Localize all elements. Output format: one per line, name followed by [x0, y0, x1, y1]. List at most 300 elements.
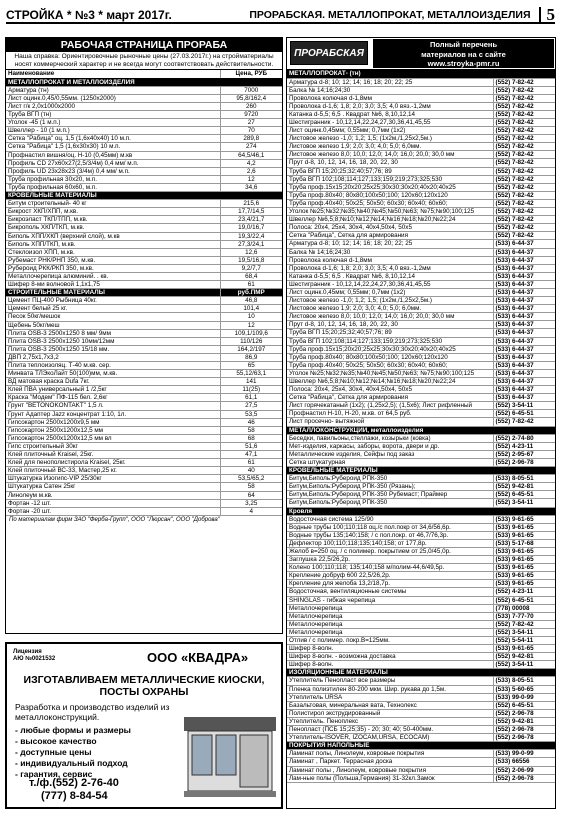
item-name: Желоб в=250 оц. / с полимер. покрытием от 25,0/45,0р.: [287, 547, 493, 555]
supplier-row: [287, 701, 555, 709]
item-name: Цемент ПЦ-400 Рыбница 40кг.: [6, 297, 220, 305]
item-value: (533) 9-61-65: [493, 645, 555, 653]
item-name: Листовое железо 8,0; 10,0; 12,0; 14,0; 16,0; 20,0; 30,0 мм: [287, 313, 493, 321]
item-name: Сетка "Рабица", Сетка для армирования: [287, 232, 493, 240]
item-value: 4: [220, 507, 282, 515]
supplier-row: [287, 248, 555, 256]
supplier-row: [287, 572, 555, 580]
item-value: (533) 9-61-65: [493, 564, 555, 572]
supplier-row: [287, 653, 555, 661]
price-row: [6, 386, 282, 394]
item-value: 40: [220, 467, 282, 475]
item-name: Труба проф.15х15;20х20;25х25;30х30;30х20;40х20;40х25: [287, 183, 493, 191]
item-value: (533) 5-17-68: [493, 539, 555, 547]
item-value: 27,3/24,1: [220, 240, 282, 248]
item-value: 110/126: [220, 337, 282, 345]
item-value: (552) 7-82-42: [493, 135, 555, 143]
supplier-row: [287, 159, 555, 167]
supplier-row: [287, 475, 555, 483]
section-header: [6, 78, 282, 86]
section-title: МЕТАЛЛОПРОКАТ- (тн): [287, 70, 555, 78]
item-name: Ламинат полы , Линолеум, ковровые покрытия: [287, 766, 493, 774]
supplier-row: [287, 628, 555, 636]
item-name: ВД матовая краска Dufa 7кг.: [6, 378, 220, 386]
item-name: ДВП 2,75х1,7х3,2: [6, 353, 220, 361]
item-name: Штукатурка Сатен 25кг: [6, 483, 220, 491]
supplier-row: [287, 127, 555, 135]
item-value: 34,6: [220, 183, 282, 191]
item-name: Битум,Биполь:Рубероид РПК-350: [287, 499, 493, 507]
item-name: Труба ВГП 15;20;25;32;40;57;76; 89: [287, 167, 493, 175]
price-row: [6, 119, 282, 127]
section-header: [287, 426, 555, 434]
item-value: (552) 7-82-42: [493, 110, 555, 118]
item-name: Лист г/к 2,0х1000х2000: [6, 103, 220, 111]
supplier-row: [287, 143, 555, 151]
item-name: Листовое железо 1,9; 2,0; 3,0; 4,0; 5,0; 6,0мм.: [287, 143, 493, 151]
item-value: (552) 3-54-11: [493, 402, 555, 410]
supplier-row: [287, 580, 555, 588]
item-value: 17,7/14,5: [220, 208, 282, 216]
price-row: [6, 264, 282, 272]
supplier-row: [287, 645, 555, 653]
supplier-row: [287, 183, 555, 191]
price-row: [6, 111, 282, 119]
supplier-row: [287, 596, 555, 604]
price-row: [6, 345, 282, 353]
price-row: [6, 491, 282, 499]
supplier-row: [287, 297, 555, 305]
item-name: Балка № 14;16;24;30: [287, 86, 493, 94]
item-value: (552) 7-82-42: [493, 216, 555, 224]
item-name: Плита OSB-3 2500х1250 10мм/12мм: [6, 337, 220, 345]
item-name: Грунт Адаптер Jazz концентрат 1:10, 1л.: [6, 410, 220, 418]
item-name: Гипсокартон 2500х1200х12,5 мм вл: [6, 434, 220, 442]
item-value: (533) 6-44-37: [493, 361, 555, 369]
item-name: Водные трубы 100;110;118 оц./с пол.покр от 34,6/56,6р.: [287, 523, 493, 531]
site-url[interactable]: www.stroyka-pmr.ru: [427, 59, 500, 68]
item-name: Утеплитель. Пеноплекс: [287, 717, 493, 725]
supplier-row: [287, 224, 555, 232]
item-name: Рубероид РКК/РКП 350, м.кв.: [6, 264, 220, 272]
item-name: Биполь ХПП/ХКП (верхний слой), м.кв: [6, 232, 220, 240]
item-name: Катанка d-5,5; 6,5 . Квадрат №6, 8,10,12,14: [287, 110, 493, 118]
item-name: Прут d-8, 10, 12, 14, 16, 18, 20, 22, 30: [287, 159, 493, 167]
item-value: 51,6: [220, 442, 282, 450]
item-value: (533) 6-44-37: [493, 240, 555, 248]
item-name: Лист оцинк.0,45мм; 0,55мм; 0,7мм (1х2): [287, 127, 493, 135]
supplier-row: [287, 175, 555, 183]
item-value: 12: [220, 321, 282, 329]
supplier-row: [287, 620, 555, 628]
item-name: Уголок №25;№32;№35;№40;№45;№50;№63; №75;№90;100;125: [287, 369, 493, 377]
supplier-row: [287, 167, 555, 175]
item-name: Фортан -12 шт.: [6, 499, 220, 507]
item-name: Ламинат полы, Линолеум, ковровые покрытия: [287, 750, 493, 758]
item-value: (552) 2-96-78: [493, 709, 555, 717]
item-name: Плита OSB-3 2500х1250 8 мм/ 9мм: [6, 329, 220, 337]
item-name: Плита OSB-3 2500х1250 15/18 мм.: [6, 345, 220, 353]
item-name: Профиль CD 27х60х27(2,5/3/4м) 0,4 мм/ м.п.: [6, 159, 220, 167]
ad-bullets: [15, 725, 131, 780]
item-name: Крепление добруф 600 22,5/26,2р.: [287, 572, 493, 580]
section-title: КРОВЕЛЬНЫЕ МАТЕРИАЛЫ: [6, 192, 282, 200]
item-value: 12: [220, 175, 282, 183]
supplier-row: [287, 78, 555, 86]
item-name: Труба проф.40х40; 50х25; 50х50; 60х30; 60х40; 60х60;: [287, 199, 493, 207]
supplier-row: [287, 369, 555, 377]
item-value: (552) 4-23-11: [493, 442, 555, 450]
item-value: 23,4/21,7: [220, 216, 282, 224]
supplier-row: [287, 726, 555, 734]
item-name: Швеллер №6,5;8;№10;№12;№14;№16;№18;№20;№22;24: [287, 378, 493, 386]
item-value: 64: [220, 491, 282, 499]
item-name: Лист оцинк.0,45мм; 0,55мм; 0,7мм (1х2): [287, 288, 493, 296]
supplier-row: [287, 94, 555, 102]
section-title: ИЗОЛЯЦИОННЫЕ МАТЕРИАЛЫ: [287, 669, 555, 677]
item-value: (552) 3-54-11: [493, 628, 555, 636]
item-name: Линолеум м.кв.: [6, 491, 220, 499]
item-name: Металлочерепица: [287, 628, 493, 636]
ad-bullet: - индивидуальный подход: [15, 758, 128, 768]
item-name: Листовое железо -1,0; 1,2; 1,5; (1х2м,/1,25х2,5м.): [287, 297, 493, 305]
item-name: Крепление для желоба 13,2/18,7р.: [287, 580, 493, 588]
item-name: Труба профильная 60х60, м.п.: [6, 183, 220, 191]
item-name: Проволока колючая d-1,8мм: [287, 94, 493, 102]
item-value: 58: [220, 483, 282, 491]
supplier-row: [287, 556, 555, 564]
supplier-row: [287, 499, 555, 507]
item-name: Базальтовая, минеральная вата, Технолекс: [287, 701, 493, 709]
item-name: Утеплитель-ISOVER, IZOCAM,URSA, ECOCAM): [287, 734, 493, 742]
item-name: Листовое железо 1,9; 2,0; 3,0; 4,0; 5,0; 6,0мм.: [287, 305, 493, 313]
item-name: Клей плиточный Kraisel, 25кг.: [6, 451, 220, 459]
supplier-row: [287, 329, 555, 337]
item-value: (533) 9-61-65: [493, 515, 555, 523]
item-name: Листовое железо -1,0; 1,2; 1,5; (1х2м,/1,25х2,5м.): [287, 135, 493, 143]
price-row: [6, 208, 282, 216]
supplier-row: [287, 491, 555, 499]
page-header: [6, 5, 555, 24]
item-name: Лист просечно- вытяжной: [287, 418, 493, 426]
item-value: 68: [220, 434, 282, 442]
item-value: 53,5/65,2: [220, 475, 282, 483]
page-number: 5: [539, 7, 556, 23]
item-value: 68,4: [220, 272, 282, 280]
supplier-row: [287, 394, 555, 402]
item-name: Битум,Биполь:Рубероид РПК-350 (Рязань);: [287, 483, 493, 491]
supplier-row: [287, 442, 555, 450]
price-row: [6, 418, 282, 426]
item-value: 65: [220, 362, 282, 370]
item-name: Фортан -20 шт.: [6, 507, 220, 515]
col-price-header: Цена, РУБ: [220, 70, 282, 78]
supplier-row: [287, 272, 555, 280]
item-value: (552) 9-42-81: [493, 717, 555, 725]
price-row: [6, 127, 282, 135]
price-row: [6, 305, 282, 313]
item-value: (552) 7-82-42: [493, 119, 555, 127]
price-row: [6, 94, 282, 102]
item-value: (533) 6-44-37: [493, 288, 555, 296]
supplier-row: [287, 191, 555, 199]
item-name: Отлив / с полимер. покр.В=125мм.: [287, 637, 493, 645]
item-name: Шифер 8-волн.: [287, 661, 493, 669]
price-row: [6, 159, 282, 167]
item-value: (533) 6-44-37: [493, 280, 555, 288]
item-value: 274: [220, 143, 282, 151]
supplier-row: [287, 515, 555, 523]
price-row: [6, 329, 282, 337]
kvadra-advertisement: [5, 642, 283, 809]
item-value: (533) 6-44-37: [493, 321, 555, 329]
item-value: 47,1: [220, 451, 282, 459]
supplier-row: [287, 102, 555, 110]
price-row: [6, 167, 282, 175]
item-value: 58: [220, 426, 282, 434]
price-row: [6, 370, 282, 378]
price-table: [6, 70, 282, 516]
price-row: [6, 86, 282, 94]
item-value: (533) 6-44-37: [493, 369, 555, 377]
item-name: Краска "Модем" ПФ-115 бел. 2,6кг: [6, 394, 220, 402]
item-name: Сетка "Рабица" 1,5 (1,6х30х30) 10 м.п.: [6, 143, 220, 151]
price-row: [6, 321, 282, 329]
section-header: [287, 467, 555, 475]
item-value: (533) 99-0-99: [493, 750, 555, 758]
item-value: 19,3/22,4: [220, 232, 282, 240]
item-value: (533) 66556: [493, 758, 555, 766]
item-name: Металлочерепица: [287, 612, 493, 620]
item-name: Труба проф.40х40; 50х25; 50х50; 60х30; 60х40; 60х60;: [287, 361, 493, 369]
item-value: (552) 7-82-42: [493, 94, 555, 102]
item-name: Лам-ные полы (Польша,Германия) 31-32кл.Замок: [287, 774, 493, 782]
item-name: Гипсокартон 2500х1200х9,5 мм: [6, 418, 220, 426]
item-name: Водосточная, вентиляционные системы: [287, 588, 493, 596]
item-value: (533) 6-44-37: [493, 378, 555, 386]
supplier-row: [287, 110, 555, 118]
item-value: 70: [220, 127, 282, 135]
supplier-row: [287, 709, 555, 717]
item-name: Труба профильная 30х20, м.п.: [6, 175, 220, 183]
item-value: 95,8/162,4: [220, 94, 282, 102]
item-value: 27,5: [220, 402, 282, 410]
item-name: Металлочерепица алюминий. . кв.: [6, 272, 220, 280]
item-value: (552) 4-23-11: [493, 588, 555, 596]
item-value: (552) 7-82-42: [493, 78, 555, 86]
price-row: [6, 442, 282, 450]
item-value: 61: [220, 281, 282, 289]
supplier-row: [287, 418, 555, 426]
item-value: (533) 5-60-65: [493, 685, 555, 693]
price-row: [6, 135, 282, 143]
price-footnote: По материалам фирм ЗАО "Ферба-Групп", ООО "Люрсан", ООО "Доброва": [9, 516, 220, 523]
item-value: (552) 6-45-51: [493, 410, 555, 418]
item-value: (552) 3-54-11: [493, 499, 555, 507]
item-value: 101,4: [220, 305, 282, 313]
item-name: Листовое железо 8,0; 10,0; 12,0; 14,0; 16,0; 20,0; 30,0 мм: [287, 151, 493, 159]
item-value: (552) 7-82-42: [493, 191, 555, 199]
supplier-row: [287, 402, 555, 410]
supplier-row: [287, 119, 555, 127]
section-title: Кровля: [287, 507, 555, 515]
supplier-row: [287, 661, 555, 669]
section-unit: руб.ПМР: [220, 289, 282, 297]
item-value: (533) 6-44-37: [493, 345, 555, 353]
item-value: (552) 6-45-51: [493, 596, 555, 604]
item-value: 10: [220, 313, 282, 321]
section-header: [287, 742, 555, 750]
item-value: (533) 8-05-51: [493, 475, 555, 483]
item-value: (533) 6-44-37: [493, 337, 555, 345]
item-name: Полистирол экструдированный: [287, 709, 493, 717]
item-name: Клей плиточный ВС-33, Мастер,25 кг.: [6, 467, 220, 475]
item-name: Полоса: 20х4, 25х4, 30х4, 40х4,50х4, 50х5: [287, 386, 493, 394]
item-name: Шестигранник - 10,12,14,22,24,27,30,36,41,45,55: [287, 119, 493, 127]
supplier-row: [287, 337, 555, 345]
item-value: (533) 6-44-37: [493, 305, 555, 313]
item-name: Сетка штукатурная: [287, 458, 493, 466]
supplier-row: [287, 434, 555, 442]
item-value: (552) 6-45-51: [493, 701, 555, 709]
supplier-row: [287, 523, 555, 531]
item-value: (552) 7-82-42: [493, 208, 555, 216]
item-name: Профнастил Н-10, Н-20, м.кв. от 64,5 руб.: [287, 410, 493, 418]
item-name: Гипсокартон 2500х1200х12,5 мм: [6, 426, 220, 434]
ad-subtitle: Разработка и производство изделий из металлоконструкций.: [15, 702, 170, 722]
item-name: Лист горячекатаный (1х2); (1,25х2,5); (1,5х6); Лист рифленный: [287, 402, 493, 410]
price-row: [6, 483, 282, 491]
price-row: [6, 313, 282, 321]
item-name: Арматура d-8; 10; 12; 14; 16; 18; 20; 22; 25: [287, 78, 493, 86]
item-value: 46,8: [220, 297, 282, 305]
item-name: Плита теплоизоляц. Т-40 м.кв. сер.: [6, 362, 220, 370]
item-value: (552) 7-82-42: [493, 151, 555, 159]
item-value: (552) 6-45-51: [493, 491, 555, 499]
item-value: 64,5/46,1: [220, 151, 282, 159]
item-value: (552) 7-82-42: [493, 143, 555, 151]
price-row: [6, 451, 282, 459]
item-name: Стеклоизол ХПП, м.кв.: [6, 248, 220, 256]
price-row: [6, 378, 282, 386]
ad-company: ООО «КВАДРА»: [147, 650, 249, 665]
supplier-row: [287, 766, 555, 774]
item-name: SHINGLAS - гибкая черепица: [287, 596, 493, 604]
item-name: Минвата ТЛЭкоЛайт 50(100)мм, м.кв.: [6, 370, 220, 378]
supplier-row: [287, 734, 555, 742]
item-name: Металлические изделия, Сейфы под заказ: [287, 450, 493, 458]
item-name: Проволока d-1,6; 1,8; 2,0; 3,0; 3,5; 4,0 вяз.-1,2мм: [287, 102, 493, 110]
item-name: Труба проф.80х40; 80х80;100х50;100; 120х60;120х120: [287, 191, 493, 199]
item-name: Профиль UD 23х28х23 (3/4м) 0,4 мм/ м.п.: [6, 167, 220, 175]
item-name: Рубемаст РНК/РНП 350, м.кв.: [6, 256, 220, 264]
item-value: (533) 6-44-37: [493, 272, 555, 280]
item-name: Дефлектор 100;110;118;135;140;158; от 177,8р.: [287, 539, 493, 547]
item-name: Уголок -45 (1 м.п.): [6, 119, 220, 127]
item-value: (533) 6-44-37: [493, 256, 555, 264]
supplier-row: [287, 539, 555, 547]
price-row: [6, 175, 282, 183]
item-value: (552) 7-82-42: [493, 127, 555, 135]
section-title: СТРОИТЕЛЬНЫЕ МАТЕРИАЛЫ: [6, 289, 220, 297]
item-name: Утеплитель Пенопласт все размеры: [287, 677, 493, 685]
item-value: 55,12/63,1: [220, 370, 282, 378]
price-row: [6, 362, 282, 370]
price-table-banner: РАБОЧАЯ СТРАНИЦА ПРОРАБА: [6, 38, 282, 52]
item-value: (533) 6-44-37: [493, 264, 555, 272]
supplier-row: [287, 280, 555, 288]
item-value: 46: [220, 418, 282, 426]
supplier-row: [287, 321, 555, 329]
price-row: [6, 143, 282, 151]
price-row: [6, 459, 282, 467]
item-name: Шестигранник - 10,12,14,22,24,27,30,36,41,45,55: [287, 280, 493, 288]
price-row: [6, 402, 282, 410]
item-value: (552) 2-95-67: [493, 450, 555, 458]
supplier-row: [287, 256, 555, 264]
section-header: [287, 70, 555, 78]
item-name: Биполь ХПП/ТКП, м.кв.: [6, 240, 220, 248]
item-value: 260: [220, 103, 282, 111]
price-row: [6, 216, 282, 224]
supplier-row: [287, 232, 555, 240]
supplier-row: [287, 378, 555, 386]
item-name: Щебень 50кг/меш: [6, 321, 220, 329]
item-value: 289,8: [220, 135, 282, 143]
item-value: (552) 9-42-81: [493, 653, 555, 661]
supplier-row: [287, 612, 555, 620]
item-name: Сетка "Рабица" оц. 1,5 (1,6х40х40) 10 м.п.: [6, 135, 220, 143]
item-name: Шифер 8-волн.: [287, 645, 493, 653]
price-table-header: [6, 70, 282, 78]
supplier-row: [287, 531, 555, 539]
item-value: (533) 9-61-65: [493, 523, 555, 531]
supplier-row: [287, 264, 555, 272]
price-row: [6, 248, 282, 256]
ad-phone-2: (777) 8-84-54: [41, 790, 108, 802]
item-name: Клей ПВА универсальный 1 /2,5кг: [6, 386, 220, 394]
supplier-row: [287, 774, 555, 782]
item-value: (552) 2-96-78: [493, 458, 555, 466]
item-name: Утеплитель URSA: [287, 693, 493, 701]
price-row: [6, 240, 282, 248]
item-name: Металлочерепица: [287, 604, 493, 612]
item-value: (552) 2-96-78: [493, 774, 555, 782]
item-value: (533) 6-44-37: [493, 297, 555, 305]
item-value: (778) 00008: [493, 604, 555, 612]
item-value: (533) 9-61-65: [493, 547, 555, 555]
price-row: [6, 337, 282, 345]
item-value: (552) 2-96-78: [493, 734, 555, 742]
item-name: Колено 100;110;118; 135;140;158 м/полим-44,6/49,5р.: [287, 564, 493, 572]
item-value: (533) 8-05-51: [493, 677, 555, 685]
price-row: [6, 353, 282, 361]
item-name: Песок 50кг/мешок: [6, 313, 220, 321]
supplier-row: [287, 353, 555, 361]
price-note: Наша справка: Ориентировочные рыночные цены (27.03.2017г.) на стройматериалы носят коммерческий характер и не всегда могут соответствовать действительности.: [6, 52, 282, 70]
supplier-row: [287, 604, 555, 612]
item-value: (552) 7-82-42: [493, 183, 555, 191]
item-name: Проволока колючая d-1,8мм: [287, 256, 493, 264]
item-value: (533) 7-77-70: [493, 612, 555, 620]
supplier-row: [287, 677, 555, 685]
price-row: [6, 224, 282, 232]
item-name: Швеллер - 10 (1 м.п.): [6, 127, 220, 135]
supplier-row: [287, 288, 555, 296]
item-name: Цемент белый 25 кг.: [6, 305, 220, 313]
item-name: Балка № 14;16;24;30: [287, 248, 493, 256]
item-name: Штукатурка Изогипс-VIP 25/30кг: [6, 475, 220, 483]
